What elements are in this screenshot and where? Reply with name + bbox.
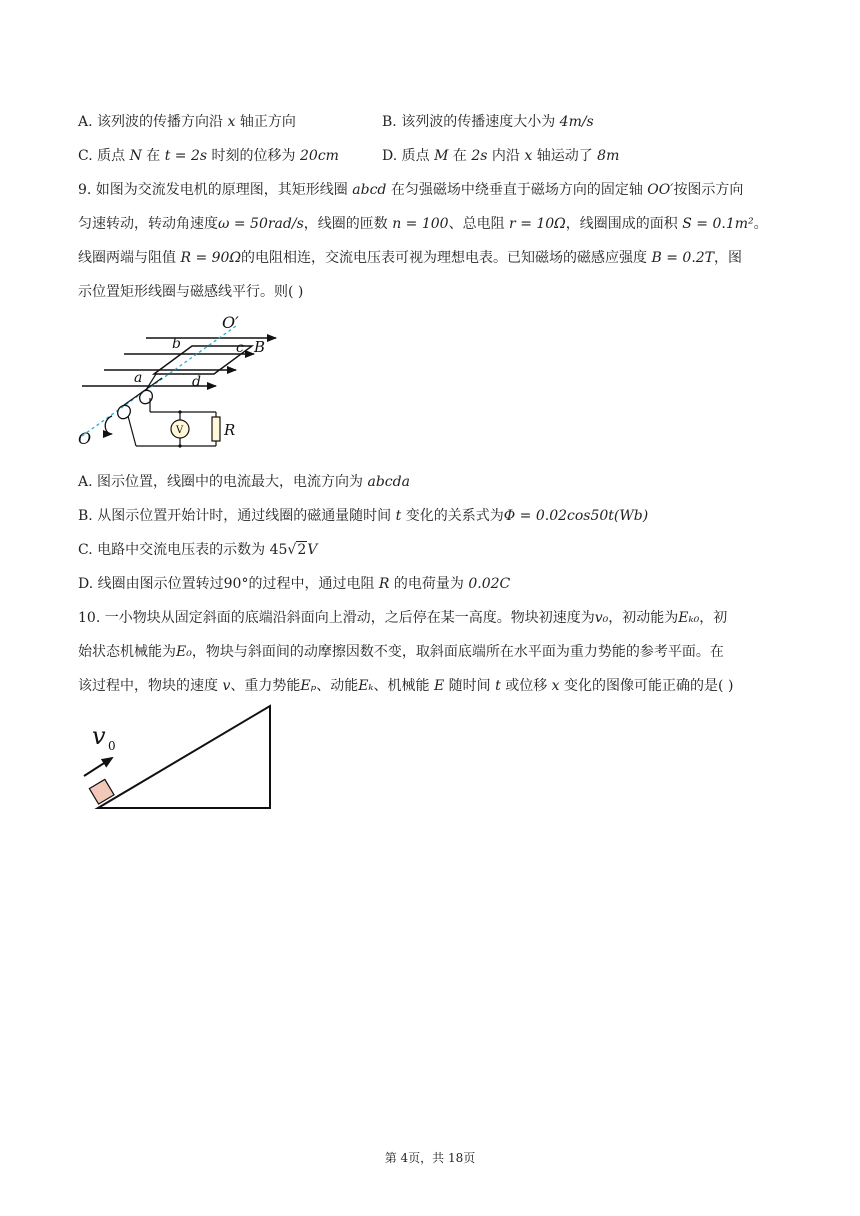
q8-option-d: D. 质点 M 在 2s 内沿 x 轴运动了 8m [382,148,620,164]
label-R: R [224,421,236,439]
q9-option-b: B. 从图示位置开始计时，通过线圈的磁通量随时间 t 变化的关系式为Φ = 0.02cos50t(Wb) [78,508,649,524]
q10-stem-line1: 10. 一小物块从固定斜面的底端沿斜面向上滑动，之后停在某一高度。物块初速度为v₀，初动能为Eₖ₀，初 [78,610,728,626]
resistor [212,417,220,441]
q9-stem-line2: 匀速转动，转动角速度ω = 50rad/s，线圈的匝数 n = 100、总电阻 r = 10Ω，线圈围成的面积 S = 0.1m²。 [78,216,768,232]
label-c: c [236,340,244,356]
q9-stem-line1: 9. 如图为交流发电机的原理图，其矩形线圈 abcd 在匀强磁场中绕垂直于磁场方向的固定轴 OO′按图示方向 [78,182,744,198]
q9-stem-line3: 线圈两端与阻值 R = 90Ω的电阻相连，交流电压表可视为理想电表。已知磁场的磁感应强度 B = 0.2T，图 [78,250,743,266]
slip-ring [137,388,155,406]
q10-stem-line2: 始状态机械能为E₀，物块与斜面间的动摩擦因数不变，取斜面底端所在水平面为重力势能的参考平面。在 [78,644,724,660]
q8-option-a: A. 该列波的传播方向沿 x 轴正方向 [78,114,296,130]
label-b: b [172,336,181,352]
velocity-arrow [84,758,112,776]
label-a: a [134,370,143,386]
label-v0-subscript: 0 [108,739,116,753]
q9-option-d: D. 线圈由图示位置转过90°的过程中，通过电阻 R 的电荷量为 0.02C [78,576,511,592]
label-V: V [176,425,184,436]
slip-ring [115,403,133,421]
q8-option-b: B. 该列波的传播速度大小为 4m/s [382,114,594,130]
q8-option-c: C. 质点 N 在 t = 2s 时刻的位移为 20cm [78,148,339,164]
rotation-arrow [105,416,112,434]
label-O-prime: O′ [222,313,239,332]
label-O: O [78,429,92,448]
incline [98,706,270,808]
label-v0: v [92,722,106,750]
q9-generator-diagram [76,312,296,452]
q9-option-a: A. 图示位置，线圈中的电流最大，电流方向为 abcda [78,474,410,490]
page-footer: 第 4页，共 18页 [384,1151,476,1165]
label-d: d [192,374,201,390]
q10-incline-diagram [82,700,282,816]
q9-option-c: C. 电路中交流电压表的示数为 45√2V [78,542,318,558]
q10-stem-line3: 该过程中，物块的速度 v、重力势能Eₚ、动能Eₖ、机械能 E 随时间 t 或位移 x 变化的图像可能正确的是( ) [78,678,734,694]
label-B: B [254,338,266,356]
q9-stem-line4: 示位置矩形线圈与磁感线平行。则( ) [78,284,304,300]
